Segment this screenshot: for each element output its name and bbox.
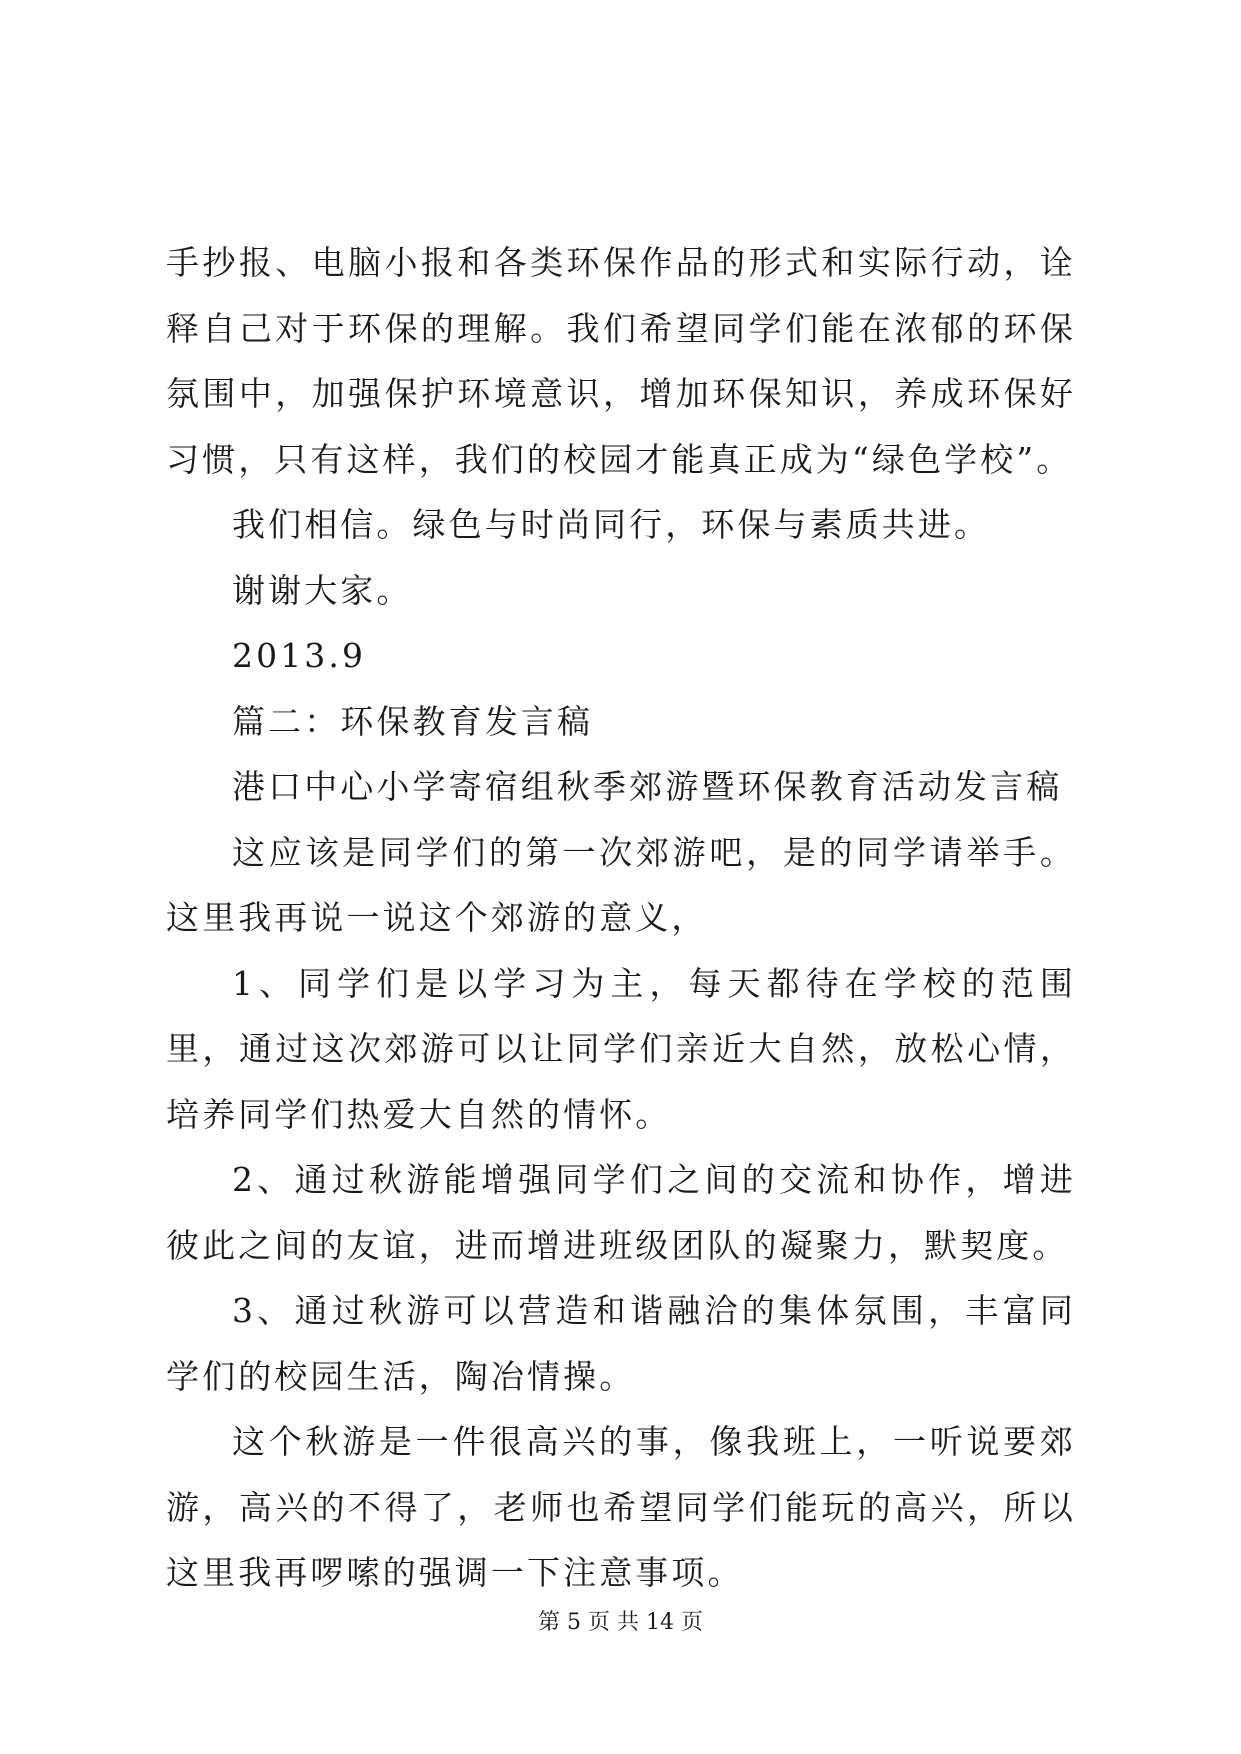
document-body (166, 230, 1076, 1606)
paragraph-1: 手抄报、电脑小报和各类环保作品的形式和实际行动，诠释自己对于环保的理解。我们希望同学们能在浓郁的环保氛围中，加强保护环境意识，增加环保知识，养成环保好习惯，只有这样，我们的校园才能真正成为“绿色学校”。 (166, 243, 1076, 479)
paragraph-3: 谢谢大家。 (232, 570, 413, 610)
section-heading: 篇二：环保教育发言稿 (232, 701, 593, 741)
page-number-footer: 第 5 页 共 14 页 (538, 1610, 703, 1635)
list-item-2: 2、通过秋游能增强同学们之间的交流和协作，增进彼此之间的友谊，进而增进班级团队的凝聚力，默契度。 (166, 1160, 1076, 1265)
paragraph-11: 这个秋游是一件很高兴的事，像我班上，一听说要郊游，高兴的不得了，老师也希望同学们能玩的高兴，所以这里我再啰嗦的强调一下注意事项。 (166, 1422, 1076, 1592)
paragraph-7: 这应该是同学们的第一次郊游吧，是的同学请举手。这里我再说一说这个郊游的意义， (166, 832, 1076, 937)
paragraph-2: 我们相信。绿色与时尚同行，环保与素质共进。 (232, 505, 991, 544)
list-item-1: 1、同学们是以学习为主，每天都待在学校的范围里，通过这次郊游可以让同学们亲近大自然，放松心情，培养同学们热爱大自然的情怀。 (166, 963, 1076, 1134)
list-item-3: 3、通过秋游可以营造和谐融洽的集体氛围，丰富同学们的校园生活，陶冶情操。 (166, 1291, 1076, 1396)
paragraph-date: 2013.9 (232, 636, 367, 675)
speech-title: 港口中心小学寄宿组秋季郊游暨环保教育活动发言稿 (232, 767, 1063, 806)
